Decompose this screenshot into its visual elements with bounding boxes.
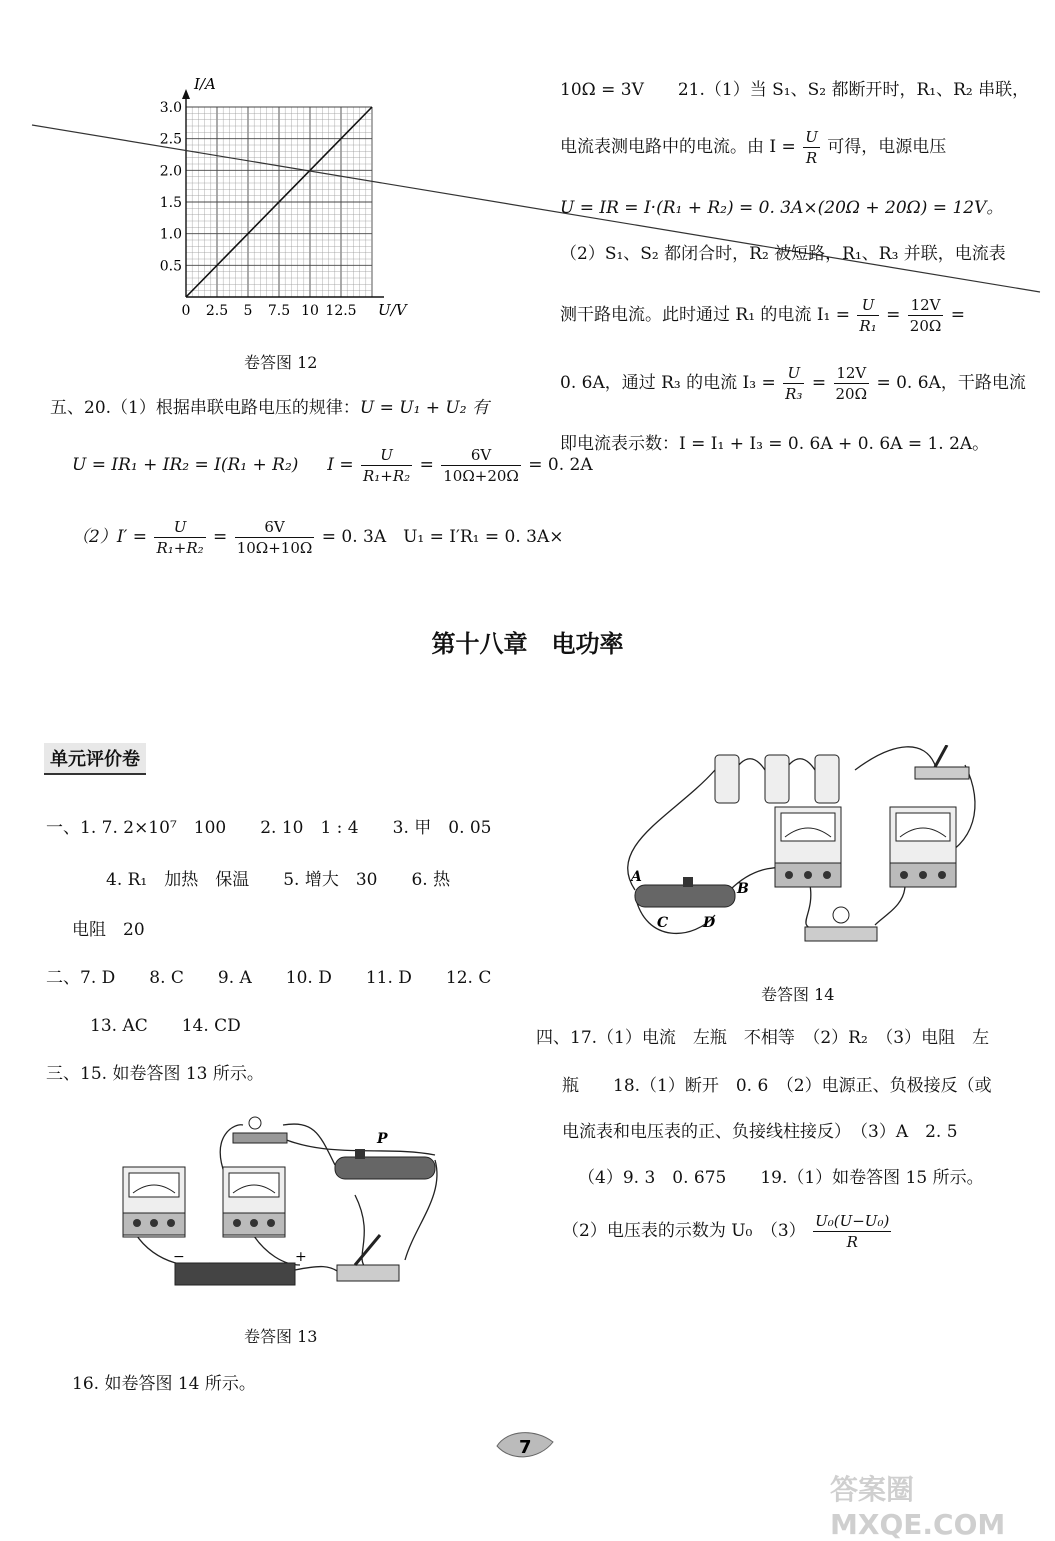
watermark: 答案圈 MXQE.COM (830, 1473, 1006, 1541)
battery (173, 1249, 307, 1285)
circuit-figure-13 (115, 1115, 455, 1295)
bulb (805, 907, 877, 941)
fraction: $\frac{6V}{10\Omega+10\Omega}$ (236, 518, 313, 557)
x-tick-label: 12.5 (325, 303, 357, 319)
ammeter (775, 807, 841, 887)
answer-line-2: 4. R₁ 加热 保温 5. 增大 30 6. 热 (106, 870, 451, 890)
y-tick-label: 3.0 (159, 100, 182, 116)
x-tick-label: 5 (243, 303, 253, 319)
battery-cell (815, 755, 839, 803)
q21-line2: 电流表测电路中的电流。由 I = $\frac{U}{R}$ 可得，电源电压 (560, 128, 947, 167)
y-tick-label: 1.0 (159, 226, 182, 243)
q21-line1: 10Ω = 3V 21.（1）当 S₁、S₂ 都断开时，R₁、R₂ 串联， (560, 80, 1030, 100)
page-number-leaf (495, 1428, 555, 1464)
answer-right-5: （2）电压表的示数为 U₀ （3） $\frac{\text{U₀(U−U₀)}}{R}$ (562, 1212, 890, 1251)
x-tick-label: 7.5 (267, 303, 291, 319)
rheostat (335, 1131, 435, 1179)
chapter-title: 第十八章 电功率 (431, 630, 624, 658)
y-tick-label: 1.5 (159, 195, 182, 211)
svg-text:A: A (631, 869, 642, 885)
switch (337, 1235, 399, 1281)
circuit-figure-14 (605, 745, 990, 955)
bulb (233, 1117, 287, 1143)
answer-line-3: 电阻 20 (72, 920, 145, 940)
figure-14-caption: 卷答图 14 (761, 985, 835, 1004)
answer-line-5: 13. AC 14. CD (90, 1016, 241, 1036)
chart-caption: 卷答图 12 (244, 353, 318, 372)
q21-line6: 0. 6A，通过 R₃ 的电流 I₃ = $\frac{U}{\text{R₃}}$ = $\frac{12V}{20\Omega}$ = 0. 6A，干路电流 (560, 364, 1026, 403)
svg-text:B: B (737, 881, 749, 897)
battery-cell (765, 755, 789, 803)
x-tick-label: 10 (301, 303, 319, 319)
fraction: $\frac{12V}{20\Omega}$ (835, 364, 868, 403)
q21-line5: 测干路电流。此时通过 R₁ 的电流 I₁ = $\frac{U}{\text{R₁}}$ = $\frac{12V}{20\Omega}$ = (560, 296, 965, 335)
svg-text:P: P (377, 1131, 388, 1147)
fraction: $\frac{U}{R}$ (805, 128, 818, 167)
answer-right-2: 瓶 18.（1）断开 0. 6 （2）电源正、负极接反（或 (562, 1076, 992, 1096)
svg-text:−: − (173, 1249, 185, 1265)
fraction: $\frac{U}{\text{R₁+R₂}}$ (363, 446, 411, 485)
q20-line1: 五、20.（1）根据串联电路电压的规律：U = U₁ + U₂ 有 (50, 398, 489, 418)
section-title: 单元评价卷 (44, 743, 146, 775)
x-tick-label: 0 (181, 303, 191, 319)
y-axis-label: I/A (194, 75, 216, 93)
answer-right-4: （4）9. 3 0. 675 19.（1）如卷答图 15 所示。 (578, 1168, 984, 1188)
fraction: $\frac{U}{\text{R₃}}$ (785, 364, 803, 403)
answer-line-1: 一、1. 7. 2×10⁷ 100 2. 10 1 : 4 3. 甲 0. 05 (46, 818, 492, 838)
fraction: $\frac{U}{\text{R₁}}$ (859, 296, 877, 335)
fraction: $\frac{12V}{20\Omega}$ (909, 296, 942, 335)
fraction: $\frac{U}{\text{R₁+R₂}}$ (156, 518, 204, 557)
y-tick-label: 2.5 (159, 131, 182, 148)
answer-line-4: 二、7. D 8. C 9. A 10. D 11. D 12. C (46, 968, 492, 988)
y-tick-label: 0.5 (159, 258, 182, 275)
page-number: 7 (519, 1437, 532, 1458)
q21-line3: U = IR = I·(R₁ + R₂) = 0. 3A×(20Ω + 20Ω) = 12V。 (560, 198, 1004, 218)
q21-line7: 即电流表示数：I = I₁ + I₃ = 0. 6A + 0. 6A = 1. 2A。 (560, 434, 990, 454)
svg-text:C: C (657, 915, 669, 931)
answer-right-1: 四、17.（1）电流 左瓶 不相等 （2）R₂ （3）电阻 左 (536, 1028, 990, 1048)
answer-line-7: 16. 如卷答图 14 所示。 (72, 1374, 256, 1394)
y-tick-label: 2.0 (159, 163, 182, 180)
x-axis-label: U/V (378, 301, 407, 319)
answer-line-6: 三、15. 如卷答图 13 所示。 (46, 1064, 264, 1084)
fraction: $\frac{6V}{10\Omega+20\Omega}$ (443, 446, 519, 485)
svg-text:D: D (703, 915, 716, 931)
x-tick-label: 2.5 (205, 303, 229, 319)
answer-right-3: 电流表和电压表的正、负接线柱接反） （3）A 2. 5 (562, 1122, 958, 1142)
battery-cell (715, 755, 739, 803)
voltmeter (890, 807, 956, 887)
voltmeter (223, 1167, 285, 1237)
q21-line4: （2）S₁、S₂ 都闭合时，R₂ 被短路，R₁、R₃ 并联，电流表 (560, 244, 1006, 264)
figure-13-caption: 卷答图 13 (244, 1327, 318, 1346)
fraction: $\frac{\text{U₀(U−U₀)}}{R}$ (815, 1212, 890, 1251)
q20-line3: （2）I′ = $\frac{U}{\text{R₁+R₂}}$ = $\frac{6V}{10\Omega+10\Omega}$ = 0. 3A U₁ = I′R₁ = 0. 3A× (72, 518, 564, 557)
q20-line2: U = IR₁ + IR₂ = I(R₁ + R₂) I = $\frac{U}{\text{R₁+R₂}}$ = $\frac{6V}{10\Omega+20\Omega}$ = 0. 2A (72, 446, 593, 485)
svg-text:+: + (295, 1249, 307, 1265)
ammeter (123, 1167, 185, 1237)
